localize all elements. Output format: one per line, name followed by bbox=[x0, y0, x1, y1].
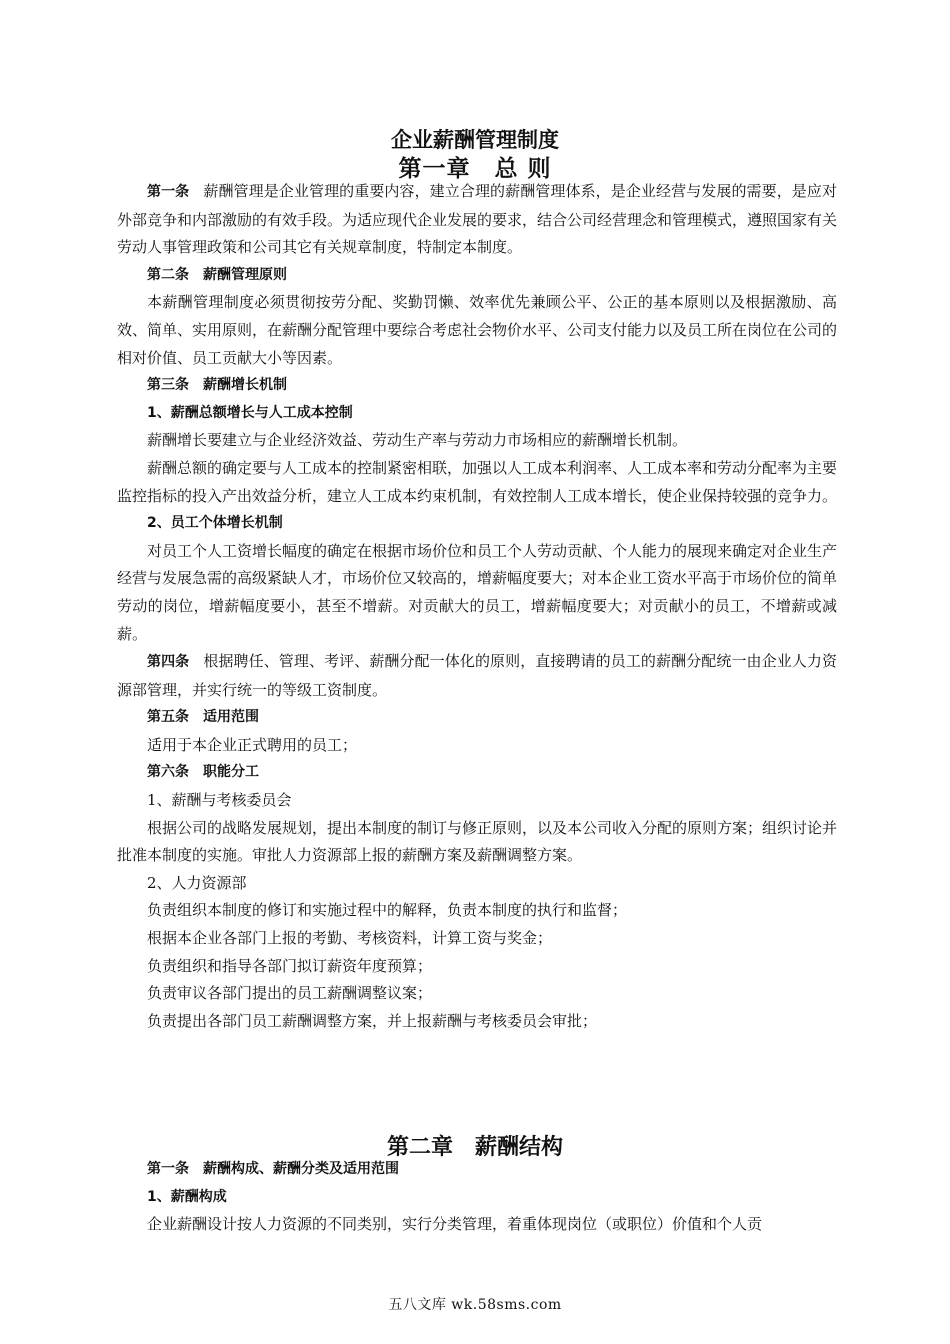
article3-subheading-2: 2、员工个体增长机制 bbox=[147, 515, 283, 532]
article1-paragraph bbox=[117, 178, 837, 262]
chapter2-paragraph-1: 企业薪酬设计按人力资源的不同类别，实行分类管理，着重体现岗位（或职位）价值和个人贡 bbox=[147, 1215, 763, 1234]
list-item: 负责提出各部门员工薪酬调整方案，并上报薪酬与考核委员会审批； bbox=[147, 1011, 598, 1030]
chapter2-title: 第二章 薪酬结构 bbox=[386, 1135, 563, 1160]
chapter1-title: 第一章 总 则 bbox=[398, 156, 552, 182]
list-item: 根据本企业各部门上报的考勤、考核资料，计算工资与奖金； bbox=[147, 929, 553, 948]
chapter2-content bbox=[117, 1156, 837, 1239]
article3-subheading-1: 1、薪酬总额增长与人工成本控制 bbox=[147, 404, 353, 421]
article6-subheading-2: 2、人力资源部 bbox=[147, 873, 247, 892]
article3-heading: 第三条 薪酬增长机制 bbox=[147, 377, 287, 394]
article3-paragraph-2: 薪酬总额的确定要与人工成本的控制紧密相联，加强以人工成本利润率、人工成本率和劳动分配率为主要监控指标的投入产出效益分析，建立人工成本约束机制，有效控制人工成本增长，使企业保持较强的竞争力。 bbox=[117, 458, 838, 505]
list-item: 负责审议各部门提出的员工薪酬调整议案； bbox=[147, 984, 433, 1003]
chapter2-article1-heading: 第一条 薪酬构成、薪酬分类及适用范围 bbox=[147, 1161, 399, 1177]
article4-label: 第四条 bbox=[147, 654, 190, 671]
article6-subheading-1: 1、薪酬与考核委员会 bbox=[147, 791, 292, 810]
article3-paragraph-3: 对员工个人工资增长幅度的确定在根据市场价位和员工个人劳动贡献、个人能力的展现来确定对企业生产经营与发展急需的高级紧缺人才，市场价位又较高的，增薪幅度要大；对本企业工资水平高于市场价位的简单劳动的岗位，增薪幅度要小，甚至不增薪。对贡献大的员工，增薪幅度要大；对贡献小的员工，不增薪或减薪。 bbox=[117, 541, 838, 643]
chapter2-subheading-1: 1、薪酬构成 bbox=[147, 1188, 227, 1205]
article4-text: 根据聘任、管理、考评、薪酬分配一体化的原则，直接聘请的员工的薪酬分配统一由企业人力资源部管理，并实行统一的等级工资制度。 bbox=[117, 652, 837, 699]
article1-label: 第一条 bbox=[147, 184, 190, 200]
article2-text: 本薪酬管理制度必须贯彻按劳分配、奖勤罚懒、效率优先兼顾公平、公正的基本原则以及根据激励、高效、简单、实用原则，在薪酬分配管理中要综合考虑社会物价水平、公司支付能力以及员工所在岗位在公司的相对价值、员工贡献大小等因素。 bbox=[117, 293, 838, 367]
article4-paragraph bbox=[117, 648, 837, 704]
article5-text: 适用于本企业正式聘用的员工； bbox=[147, 735, 358, 754]
article1-text: 薪酬管理是企业管理的重要内容，建立合理的薪酬管理体系，是企业经营与发展的需要，是应对外部竞争和内部激励的有效手段。为适应现代企业发展的要求，结合公司经营理念和管理模式，遵照国家有关劳动人事管理政策和公司其它有关规章制度，特制定本制度。 bbox=[117, 182, 838, 257]
article6-paragraph-1: 根据公司的战略发展规划，提出本制度的制订与修正原则，以及本公司收入分配的原则方案；组织讨论并批准本制度的实施。审批人力资源部上报的薪酬方案及薪酬调整方案。 bbox=[117, 818, 838, 865]
footer-watermark: 五八文库 wk.58sms.com bbox=[388, 1297, 562, 1313]
list-item: 负责组织和指导各部门拟订薪资年度预算； bbox=[147, 956, 433, 975]
chapter1-content bbox=[117, 178, 837, 1035]
article5-heading: 第五条 适用范围 bbox=[147, 709, 259, 726]
article6-heading: 第六条 职能分工 bbox=[147, 764, 259, 781]
document-title: 企业薪酬管理制度 bbox=[391, 128, 559, 152]
article3-paragraph-1: 薪酬增长要建立与企业经济效益、劳动生产率与劳动力市场相应的薪酬增长机制。 bbox=[147, 431, 688, 450]
list-item: 负责组织本制度的修订和实施过程中的解释，负责本制度的执行和监督； bbox=[147, 901, 628, 920]
article2-heading: 第二条 薪酬管理原则 bbox=[147, 266, 287, 283]
